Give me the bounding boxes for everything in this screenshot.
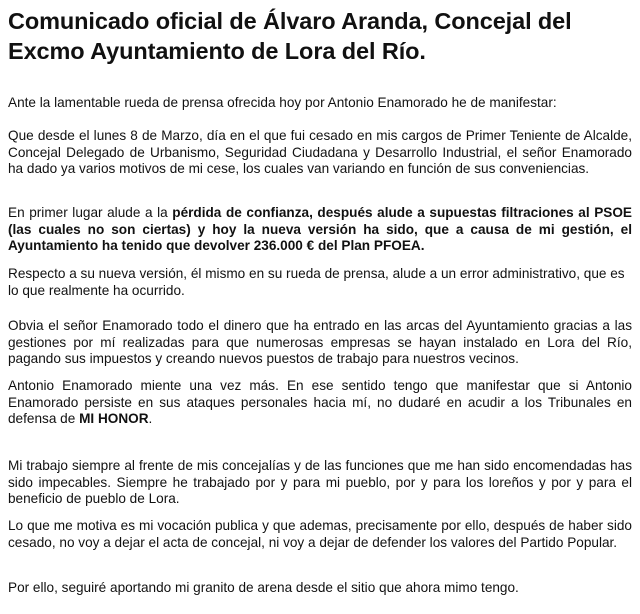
page-title — [8, 6, 634, 66]
paragraph-vocacion: Lo que me motiva es mi vocación publica y que ademas, precisamente por ello, después de haber sido cesado, no voy a dejar el acta de concejal, ni voy a dejar de defender los valores del Partido Popular. — [8, 518, 632, 550]
paragraph-nueva-version: Respecto a su nueva versión, él mismo en su rueda de prensa, alude a un error administrativo, que es lo que realmente ha ocurrido. — [8, 266, 625, 298]
paragraph-motivos — [8, 205, 632, 255]
paragraph-motivos-lead: En primer lugar alude a la — [8, 205, 173, 220]
paragraph-cese: Que desde el lunes 8 de Marzo, día en el que fui cesado en mis cargos de Primer Teniente de Alcalde, Concejal Delegado de Urbanismo, Seguridad Ciudadana y Desarrollo Industrial, el señor Enamorado ha dado ya varios motivos de mi cese, los cuales van variando en función de sus conveniencias. — [8, 128, 632, 176]
paragraph-honor-lead: Antonio Enamorado miente una vez más. En ese sentido tengo que manifestar que si Antonio Enamorado persiste en sus ataques personales hacia mí, no dudaré en acudir a los Tribunales en defensa de — [8, 378, 632, 426]
paragraph-honor — [8, 378, 632, 428]
paragraph-gestiones: Obvia el señor Enamorado todo el dinero que ha entrado en las arcas del Ayuntamiento gracias a las gestiones por mí realizadas para que numerosas empresas se hayan instalado en Lora del Río, pagando sus impuestos y creando nuevos puestos de trabajo para nuestros vecinos. — [8, 318, 632, 366]
paragraph-motivos-bold: pérdida de confianza, después alude a supuestas filtraciones al PSOE (las cuales no son ciertas) y hoy la nueva versión ha sido, que a causa de mi gestión, el Ayuntamiento ha tenido que devolver 236.000 € del Plan PFOEA. — [8, 205, 633, 253]
title-line-1: Comunicado oficial de Álvaro Aranda, Concejal del — [8, 8, 572, 34]
paragraph-intro: Ante la lamentable rueda de prensa ofrecida hoy por Antonio Enamorado he de manifestar: — [8, 95, 557, 110]
paragraph-honor-bold: MI HONOR — [79, 411, 149, 426]
title-line-2: Excmo Ayuntamiento de Lora del Río. — [8, 38, 426, 64]
paragraph-trabajo: Mi trabajo siempre al frente de mis concejalías y de las funciones que me han sido encomendadas has sido impecables. Siempre he trabajado por y para mi pueblo, por y para los loreños y por y para el beneficio de pueblo de Lora. — [8, 458, 632, 506]
paragraph-honor-end: . — [148, 411, 153, 426]
paragraph-cierre: Por ello, seguiré aportando mi granito de arena desde el sitio que ahora mimo tengo. — [8, 580, 519, 595]
